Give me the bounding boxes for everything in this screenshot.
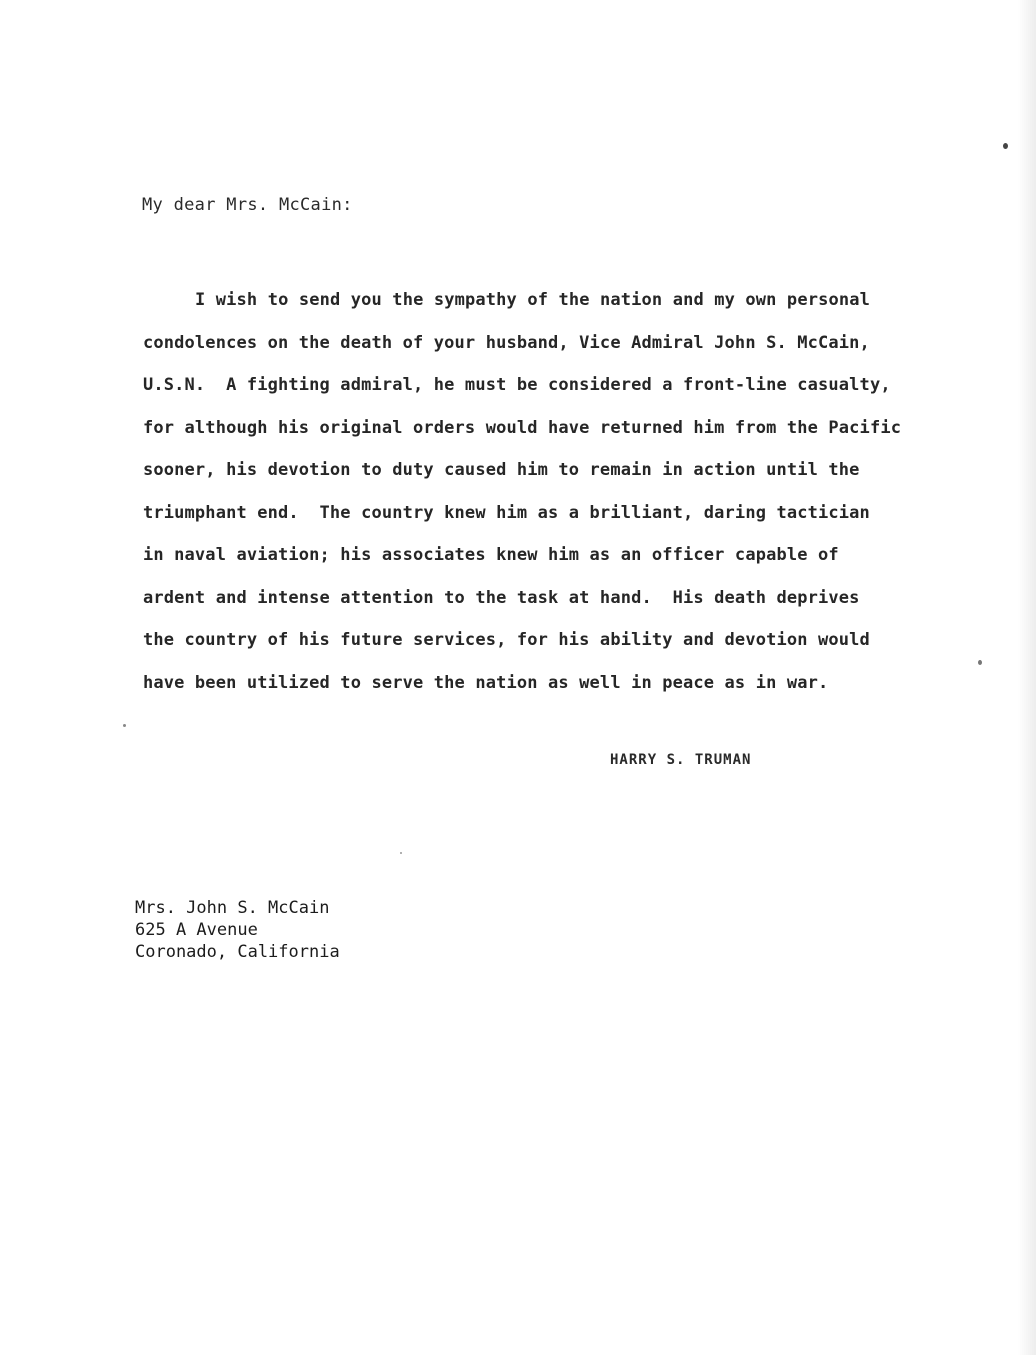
scan-speck [978,660,982,665]
scan-speck [123,724,126,727]
address-street: 625 A Avenue [135,920,258,940]
body-line: condolences on the death of your husband, Vice Admiral John S. McCain, [143,332,870,353]
address-name: Mrs. John S. McCain [135,898,330,918]
body-line: I wish to send you the sympathy of the nation and my own personal [195,290,871,310]
salutation: My dear Mrs. McCain: [142,195,353,215]
body-line: sooner, his devotion to duty caused him to remain in action until the [143,460,860,480]
body-line: ardent and intense attention to the task at hand. His death deprives [143,587,860,608]
recipient-address [135,897,340,963]
body-line: have been utilized to serve the nation as well in peace as in war. [143,672,829,693]
scan-speck [400,852,402,854]
body-line: the country of his future services, for his ability and devotion would [143,630,870,650]
signature: HARRY S. TRUMAN [610,752,752,768]
letter-body [143,279,933,704]
address-city: Coronado, California [135,942,340,962]
scan-speck [1003,143,1008,149]
body-line: triumphant end. The country knew him as a brilliant, daring tactician [143,502,870,523]
scan-edge-shading [1018,0,1036,1355]
body-line: U.S.N. A fighting admiral, he must be considered a front-line casualty, [143,375,891,395]
body-line: in naval aviation; his associates knew him as an officer capable of [143,545,839,565]
body-line: for although his original orders would have returned him from the Pacific [143,417,902,438]
